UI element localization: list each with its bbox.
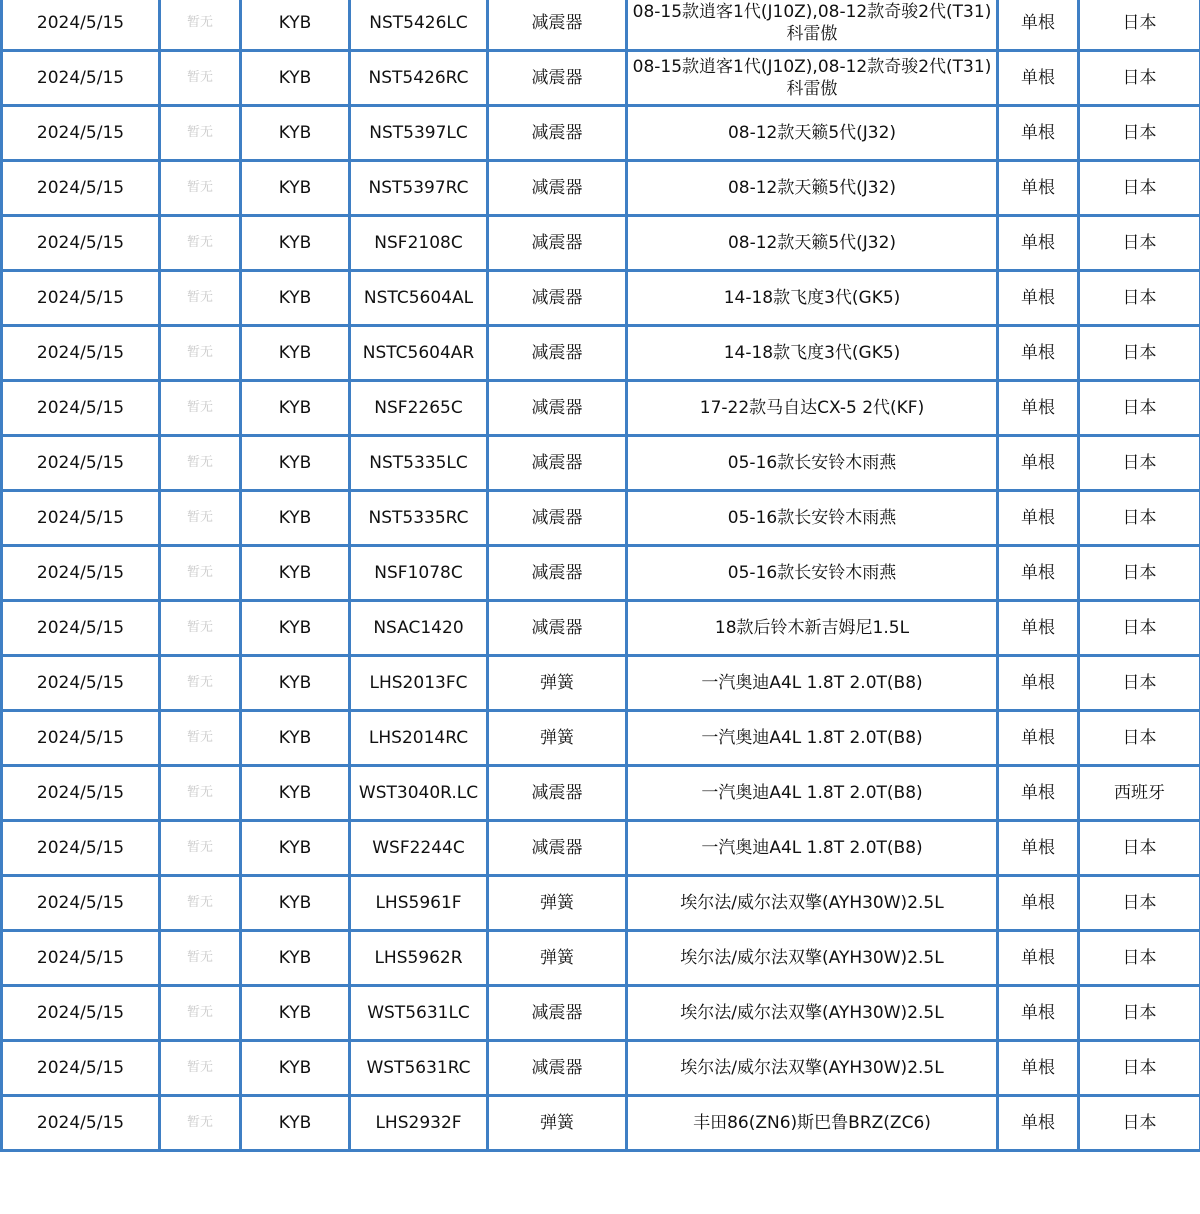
date-cell: 2024/5/15 [2,106,160,161]
date-cell: 2024/5/15 [2,931,160,986]
vehicle-model-cell: 一汽奥迪A4L 1.8T 2.0T(B8) [627,821,998,876]
unit-cell: 单根 [998,0,1079,51]
unit-cell: 单根 [998,326,1079,381]
vehicle-model-cell: 05-16款长安铃木雨燕 [627,546,998,601]
brand-cell: KYB [241,1041,350,1096]
brand-cell: KYB [241,821,350,876]
vehicle-model-cell: 丰田86(ZN6)斯巴鲁BRZ(ZC6) [627,1096,998,1151]
category-cell: 减震器 [488,766,627,821]
brand-cell: KYB [241,51,350,106]
category-cell: 减震器 [488,106,627,161]
date-cell: 2024/5/15 [2,656,160,711]
part-code-cell: WST5631RC [350,1041,488,1096]
brand-cell: KYB [241,326,350,381]
vehicle-model-cell: 14-18款飞度3代(GK5) [627,326,998,381]
image-placeholder-cell: 暂无 [160,271,241,326]
date-cell: 2024/5/15 [2,161,160,216]
image-placeholder-cell: 暂无 [160,216,241,271]
part-code-cell: LHS5961F [350,876,488,931]
unit-cell: 单根 [998,436,1079,491]
part-code-cell: NSF1078C [350,546,488,601]
part-code-cell: NST5397RC [350,161,488,216]
origin-cell: 日本 [1079,821,1200,876]
table-row [2,766,1200,821]
part-code-cell: NST5335RC [350,491,488,546]
vehicle-model-cell: 一汽奥迪A4L 1.8T 2.0T(B8) [627,711,998,766]
vehicle-model-cell: 埃尔法/威尔法双擎(AYH30W)2.5L [627,931,998,986]
part-code-cell: NSTC5604AR [350,326,488,381]
vehicle-model-cell: 05-16款长安铃木雨燕 [627,491,998,546]
unit-cell: 单根 [998,381,1079,436]
date-cell: 2024/5/15 [2,601,160,656]
origin-cell: 日本 [1079,601,1200,656]
image-placeholder-cell: 暂无 [160,381,241,436]
category-cell: 弹簧 [488,656,627,711]
table-row [2,491,1200,546]
brand-cell: KYB [241,216,350,271]
origin-cell: 日本 [1079,271,1200,326]
part-code-cell: WST5631LC [350,986,488,1041]
unit-cell: 单根 [998,106,1079,161]
image-placeholder-cell: 暂无 [160,326,241,381]
unit-cell: 单根 [998,931,1079,986]
date-cell: 2024/5/15 [2,876,160,931]
table-row [2,1041,1200,1096]
brand-cell: KYB [241,0,350,51]
origin-cell: 日本 [1079,876,1200,931]
brand-cell: KYB [241,656,350,711]
image-placeholder-cell: 暂无 [160,601,241,656]
table-row [2,0,1200,51]
date-cell: 2024/5/15 [2,986,160,1041]
brand-cell: KYB [241,271,350,326]
image-placeholder-cell: 暂无 [160,51,241,106]
brand-cell: KYB [241,601,350,656]
table-body [2,0,1200,1151]
image-placeholder-cell: 暂无 [160,656,241,711]
table-row [2,106,1200,161]
origin-cell: 日本 [1079,986,1200,1041]
table-row [2,931,1200,986]
vehicle-model-cell: 08-12款天籁5代(J32) [627,161,998,216]
unit-cell: 单根 [998,711,1079,766]
table-row [2,986,1200,1041]
image-placeholder-cell: 暂无 [160,766,241,821]
date-cell: 2024/5/15 [2,271,160,326]
category-cell: 弹簧 [488,1096,627,1151]
vehicle-model-cell: 08-12款天籁5代(J32) [627,216,998,271]
vehicle-model-cell: 14-18款飞度3代(GK5) [627,271,998,326]
brand-cell: KYB [241,986,350,1041]
category-cell: 减震器 [488,821,627,876]
table-row [2,821,1200,876]
vehicle-model-cell: 08-15款逍客1代(J10Z),08-12款奇骏2代(T31)科雷傲 [627,0,998,51]
brand-cell: KYB [241,711,350,766]
image-placeholder-cell: 暂无 [160,876,241,931]
image-placeholder-cell: 暂无 [160,436,241,491]
unit-cell: 单根 [998,491,1079,546]
image-placeholder-cell: 暂无 [160,0,241,51]
brand-cell: KYB [241,1096,350,1151]
part-code-cell: LHS2013FC [350,656,488,711]
origin-cell: 日本 [1079,1096,1200,1151]
category-cell: 减震器 [488,436,627,491]
category-cell: 减震器 [488,51,627,106]
unit-cell: 单根 [998,656,1079,711]
part-code-cell: LHS2932F [350,1096,488,1151]
date-cell: 2024/5/15 [2,711,160,766]
vehicle-model-cell: 08-12款天籁5代(J32) [627,106,998,161]
unit-cell: 单根 [998,1041,1079,1096]
table-row [2,51,1200,106]
image-placeholder-cell: 暂无 [160,1041,241,1096]
table-row [2,381,1200,436]
origin-cell: 日本 [1079,216,1200,271]
origin-cell: 日本 [1079,436,1200,491]
vehicle-model-cell: 埃尔法/威尔法双擎(AYH30W)2.5L [627,876,998,931]
image-placeholder-cell: 暂无 [160,161,241,216]
date-cell: 2024/5/15 [2,1096,160,1151]
brand-cell: KYB [241,876,350,931]
unit-cell: 单根 [998,161,1079,216]
table-row [2,216,1200,271]
table-row [2,601,1200,656]
date-cell: 2024/5/15 [2,491,160,546]
vehicle-model-cell: 一汽奥迪A4L 1.8T 2.0T(B8) [627,766,998,821]
date-cell: 2024/5/15 [2,766,160,821]
brand-cell: KYB [241,381,350,436]
date-cell: 2024/5/15 [2,546,160,601]
part-code-cell: NST5426LC [350,0,488,51]
table-row [2,161,1200,216]
brand-cell: KYB [241,931,350,986]
category-cell: 减震器 [488,381,627,436]
vehicle-model-cell: 17-22款马自达CX-5 2代(KF) [627,381,998,436]
image-placeholder-cell: 暂无 [160,491,241,546]
category-cell: 减震器 [488,491,627,546]
table-row [2,876,1200,931]
vehicle-model-cell: 08-15款逍客1代(J10Z),08-12款奇骏2代(T31)科雷傲 [627,51,998,106]
category-cell: 减震器 [488,601,627,656]
image-placeholder-cell: 暂无 [160,931,241,986]
vehicle-model-cell: 一汽奥迪A4L 1.8T 2.0T(B8) [627,656,998,711]
brand-cell: KYB [241,106,350,161]
table-row [2,326,1200,381]
date-cell: 2024/5/15 [2,0,160,51]
category-cell: 弹簧 [488,711,627,766]
category-cell: 减震器 [488,326,627,381]
table-row [2,546,1200,601]
vehicle-model-cell: 埃尔法/威尔法双擎(AYH30W)2.5L [627,986,998,1041]
origin-cell: 日本 [1079,0,1200,51]
image-placeholder-cell: 暂无 [160,821,241,876]
vehicle-model-cell: 18款后铃木新吉姆尼1.5L [627,601,998,656]
part-code-cell: WSF2244C [350,821,488,876]
unit-cell: 单根 [998,546,1079,601]
origin-cell: 日本 [1079,51,1200,106]
vehicle-model-cell: 05-16款长安铃木雨燕 [627,436,998,491]
origin-cell: 日本 [1079,106,1200,161]
table-row [2,711,1200,766]
brand-cell: KYB [241,161,350,216]
unit-cell: 单根 [998,766,1079,821]
category-cell: 减震器 [488,271,627,326]
part-code-cell: NSAC1420 [350,601,488,656]
brand-cell: KYB [241,436,350,491]
brand-cell: KYB [241,766,350,821]
unit-cell: 单根 [998,271,1079,326]
date-cell: 2024/5/15 [2,436,160,491]
brand-cell: KYB [241,491,350,546]
unit-cell: 单根 [998,986,1079,1041]
vehicle-model-cell: 埃尔法/威尔法双擎(AYH30W)2.5L [627,1041,998,1096]
image-placeholder-cell: 暂无 [160,986,241,1041]
part-code-cell: NST5335LC [350,436,488,491]
origin-cell: 日本 [1079,491,1200,546]
date-cell: 2024/5/15 [2,821,160,876]
origin-cell: 日本 [1079,381,1200,436]
date-cell: 2024/5/15 [2,216,160,271]
category-cell: 减震器 [488,986,627,1041]
category-cell: 弹簧 [488,876,627,931]
part-code-cell: NSF2265C [350,381,488,436]
part-code-cell: LHS5962R [350,931,488,986]
image-placeholder-cell: 暂无 [160,711,241,766]
part-code-cell: WST3040R.LC [350,766,488,821]
unit-cell: 单根 [998,821,1079,876]
table-row [2,436,1200,491]
image-placeholder-cell: 暂无 [160,106,241,161]
date-cell: 2024/5/15 [2,326,160,381]
date-cell: 2024/5/15 [2,1041,160,1096]
category-cell: 减震器 [488,161,627,216]
category-cell: 减震器 [488,216,627,271]
unit-cell: 单根 [998,601,1079,656]
part-code-cell: NSF2108C [350,216,488,271]
unit-cell: 单根 [998,216,1079,271]
part-code-cell: LHS2014RC [350,711,488,766]
unit-cell: 单根 [998,51,1079,106]
origin-cell: 日本 [1079,1041,1200,1096]
table-row [2,656,1200,711]
category-cell: 减震器 [488,0,627,51]
origin-cell: 西班牙 [1079,766,1200,821]
part-code-cell: NST5426RC [350,51,488,106]
part-code-cell: NST5397LC [350,106,488,161]
category-cell: 减震器 [488,546,627,601]
part-code-cell: NSTC5604AL [350,271,488,326]
image-placeholder-cell: 暂无 [160,546,241,601]
origin-cell: 日本 [1079,711,1200,766]
date-cell: 2024/5/15 [2,381,160,436]
origin-cell: 日本 [1079,161,1200,216]
category-cell: 弹簧 [488,931,627,986]
table-row [2,1096,1200,1151]
unit-cell: 单根 [998,876,1079,931]
origin-cell: 日本 [1079,656,1200,711]
unit-cell: 单根 [998,1096,1079,1151]
origin-cell: 日本 [1079,326,1200,381]
origin-cell: 日本 [1079,931,1200,986]
image-placeholder-cell: 暂无 [160,1096,241,1151]
table-row [2,271,1200,326]
category-cell: 减震器 [488,1041,627,1096]
brand-cell: KYB [241,546,350,601]
origin-cell: 日本 [1079,546,1200,601]
date-cell: 2024/5/15 [2,51,160,106]
